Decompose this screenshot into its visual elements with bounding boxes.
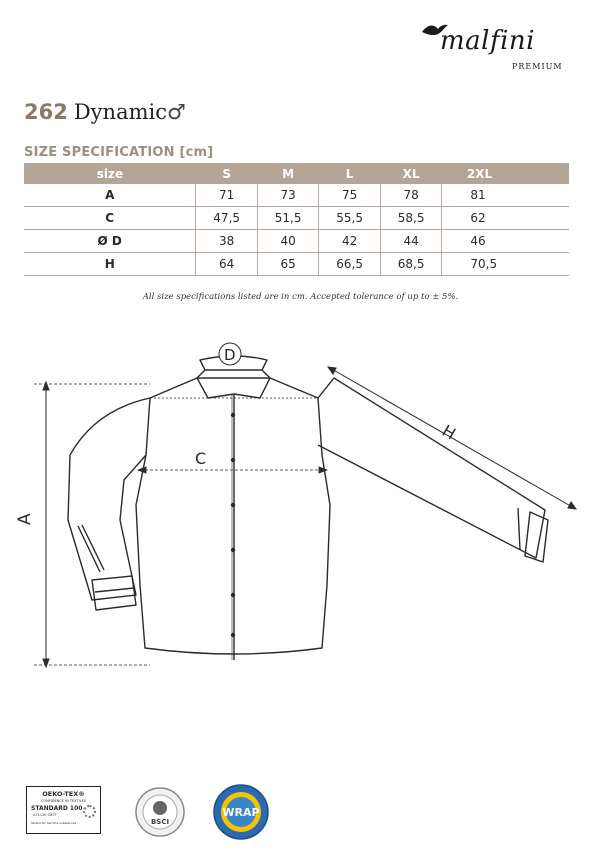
- row-label: H: [24, 253, 196, 276]
- product-code: 262: [24, 100, 68, 124]
- header-cell: 2XL: [442, 163, 569, 184]
- label-h: H: [439, 421, 459, 444]
- bsci-label: BSCI: [150, 818, 170, 826]
- row-label: Ø D: [24, 230, 196, 253]
- header-cell: L: [319, 163, 380, 184]
- row-label: A: [24, 184, 196, 207]
- brand-logo: [420, 18, 580, 74]
- oeko-sun-icon: [83, 805, 96, 818]
- wrap-badge: [212, 783, 270, 841]
- table-cell: 75: [319, 184, 380, 207]
- oeko-subtitle: CONFIDENCE IN TEXTILES: [40, 799, 87, 803]
- table-cell: 62: [442, 207, 569, 230]
- table-cell: 42: [319, 230, 380, 253]
- label-c: C: [195, 449, 207, 468]
- table-row: [24, 253, 569, 276]
- table-row: [24, 184, 569, 207]
- table-row: [24, 230, 569, 253]
- shirt-diagram: [0, 330, 601, 690]
- table-cell: 64: [196, 253, 257, 276]
- table-cell: 65: [257, 253, 318, 276]
- label-a: A: [15, 513, 35, 525]
- product-name: Dynamic: [73, 100, 167, 124]
- table-header-row: [24, 163, 569, 184]
- table-cell: 71: [196, 184, 257, 207]
- table-cell: 40: [257, 230, 318, 253]
- table-cell: 51,5: [257, 207, 318, 230]
- table-cell: 47,5: [196, 207, 257, 230]
- brand-tagline: PREMIUM: [512, 62, 563, 71]
- size-table: [24, 163, 569, 276]
- table-cell: 78: [380, 184, 441, 207]
- oeko-standard: STANDARD 100: [31, 805, 83, 812]
- header-cell: S: [196, 163, 257, 184]
- collar-outline: [197, 370, 270, 398]
- table-cell: 73: [257, 184, 318, 207]
- table-cell: 70,5: [442, 253, 569, 276]
- table-cell: 55,5: [319, 207, 380, 230]
- bsci-badge: [134, 786, 186, 838]
- oeko-tested: Tested for harmful substances: [31, 821, 77, 825]
- right-sleeve-outline: [318, 378, 545, 558]
- measure-c: [138, 467, 327, 473]
- brand-name: malfini: [440, 26, 535, 56]
- spec-heading: SIZE SPECIFICATION [cm]: [24, 145, 214, 160]
- header-cell: size: [24, 163, 196, 184]
- left-cuff-outline: [92, 576, 136, 610]
- product-title: [24, 100, 186, 124]
- wrap-label: WRAP: [222, 806, 260, 819]
- oeko-tex-badge: [26, 786, 101, 834]
- male-symbol-icon: ♂: [166, 100, 186, 124]
- row-label: C: [24, 207, 196, 230]
- label-d: D: [224, 346, 236, 364]
- table-cell: 46: [442, 230, 569, 253]
- header-cell: XL: [380, 163, 441, 184]
- bsci-globe-icon: [153, 801, 167, 815]
- table-cell: 66,5: [319, 253, 380, 276]
- measure-a: [34, 382, 150, 667]
- oeko-number: A71120 CBTT: [33, 813, 57, 817]
- header-cell: M: [257, 163, 318, 184]
- table-cell: 81: [442, 184, 569, 207]
- shirt-body-outline: [136, 378, 330, 654]
- oeko-title: OEKO-TEX®: [42, 790, 85, 798]
- tolerance-note: All size specifications listed are in cm. Accepted tolerance of up to ± 5%.: [142, 292, 459, 302]
- table-cell: 68,5: [380, 253, 441, 276]
- table-row: [24, 207, 569, 230]
- table-cell: 58,5: [380, 207, 441, 230]
- table-cell: 38: [196, 230, 257, 253]
- table-cell: 44: [380, 230, 441, 253]
